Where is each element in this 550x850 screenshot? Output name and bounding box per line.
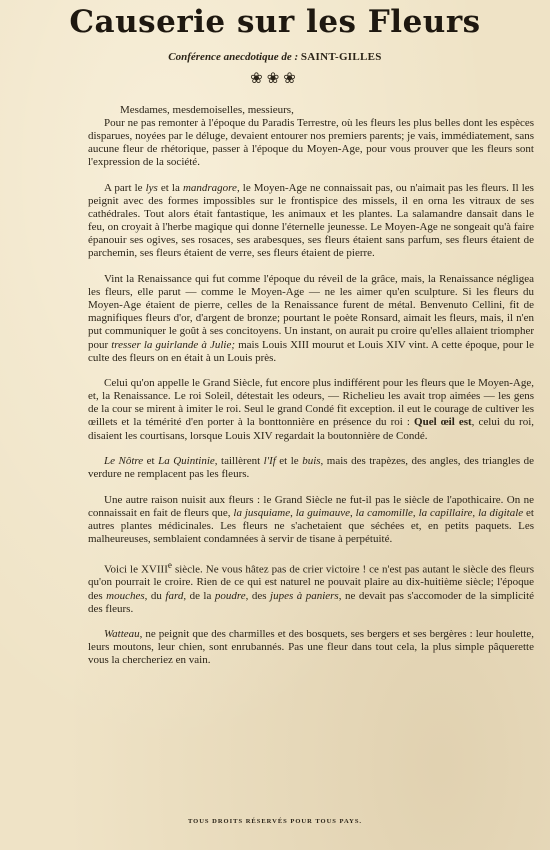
salutation: Mesdames, mesdemoiselles, messieurs, (120, 104, 294, 116)
copyright-notice: TOUS DROITS RÉSERVÉS POUR TOUS PAYS. (187, 818, 363, 825)
paragraph-4: Celui qu'on appelle le Grand Siècle, fut encore plus indifférent pour les fleurs que le Moyen-Age, et, la Renaissance. Le roi Soleil, détestait les odeurs, — Richelieu les avait trop aimées — les gens de la cour se mirent à imiter le roi. Seul le grand Condé fit exception. il eut le courage de cultiver les œillets et la témérité d'en porter à la bonttonnière en présence du roi : Quel œil est, celui du roi, disaient les courtisans, lorsque Louis XIV regardait la boutonnière de Condé. (88, 377, 534, 442)
flower-ornament-icon: ❀❀❀ (250, 71, 300, 87)
paragraph-2: A part le lys et la mandragore, le Moyen-Age ne connaissait pas, ou n'aimait pas les fleurs. Il les peignit avec des formes impossibles sur le frontispice des missels, il en orna les vitraux de ses cathédrales. Tout alors était fantastique, les animaux et les plantes. La salamandre dansait dans le feu, on croyait à l'herbe magique qui donne l'éternelle jeunesse. Le Moyen-Age ne songeait qu'à faire épanouir ses ogives, ses rosaces, ses arabesques, ses fleurs étaient sans parfum, ses fleurs étaient de parchemin, ses fleurs étaient de verre, ses fleurs étaient de pierre. (88, 181, 534, 260)
paragraph-7: Voici le XVIIIe siècle. Ne vous hâtez pas de crier victoire ! ce n'est pas autant le siècle des fleurs qu'on pourrait le croire. Rien de ce qui est naturel ne pouvait plaire au dix-huitième siècle; l'époque des mouches, du fard, de la poudre, des jupes à paniers, ne devait pas s'accomoder de la simplicité des fleurs. (88, 559, 535, 615)
paragraph-8: Watteau, ne peignit que des charmilles et des bosquets, ses bergers et ses bergères : leur houlette, leurs moutons, leur chien, sont enrubannés. Pas une fleur dans tout cela, la plus simple pâquerette vous la chercheriez en vain. (88, 628, 534, 667)
subtitle (0, 51, 550, 63)
body-text (88, 104, 534, 680)
paragraph-5: Le Nôtre et La Quintinie, taillèrent l'If et le buis, mais des trapèzes, des angles, des triangles de verdure ne remplacent pas les fleurs. (88, 455, 534, 481)
page-title: Causerie sur les Fleurs (69, 4, 481, 40)
author-name: SAINT-GILLES (300, 51, 382, 63)
subtitle-label: Conférence anecdotique de : (168, 51, 299, 63)
paragraph-1: Pour ne pas remonter à l'époque du Paradis Terrestre, où les fleurs les plus belles dont les espèces disparues, noyées par le déluge, devaient entourer nos premiers parents; je vais, immédiatement, sans aucune fleur de rhétorique, passer à l'époque du Moyen-Age, pour vous prouver que les fleurs sont l'expression de la société. (88, 117, 534, 169)
paragraph-3: Vint la Renaissance qui fut comme l'époque du réveil de la grâce, mais, la Renaissance négligea les fleurs, elle parut — comme le Moyen-Age — ne les aimer qu'en sculpture. Si les fleurs du Moyen-Age étaient de pierre, celles de la Renaissance furent de métal. Benvenuto Cellini, fit de magnifiques fleurs d'or, d'argent de bronze; pourtant le poète Ronsard, aimait les fleurs, mais, il n'en put communiquer le goût à ses concitoyens. Un instant, on aurait pu croire qu'elles allaient triompher pour tresser la guirlande à Julie; mais Louis XIII mourut et Louis XIV vint. A cette époque, pour le culte des fleurs on en était à un Louis près. (88, 273, 534, 364)
paragraph-6: Une autre raison nuisit aux fleurs : le Grand Siècle ne fut-il pas le siècle de l'apothicaire. On ne connaissait en fait de fleurs que, la jusquiame, la guimauve, la camomille, la capillaire, la digitale et autres plantes médicinales. Les fleurs ne s'achetaient que séchées et, en petits paquets. Les malheureuses, semblaient condamnées à servir de tisane à perpétuité. (88, 493, 534, 546)
